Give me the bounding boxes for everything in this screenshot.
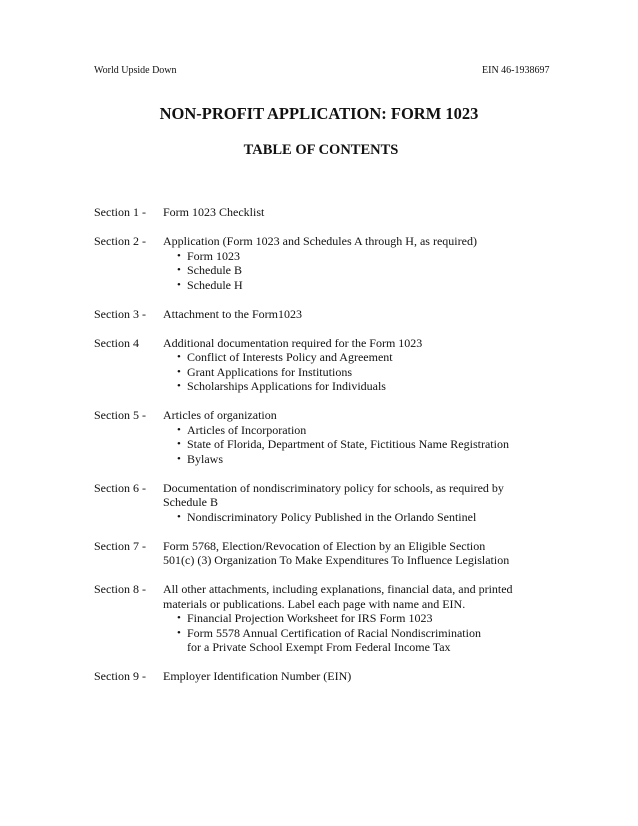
toc-section bbox=[94, 582, 554, 655]
bullet-item bbox=[177, 379, 554, 394]
section-label: Section 5 - bbox=[94, 408, 146, 422]
bullet-text: • Nondiscriminatory Policy Published in the Orlando Sentinel bbox=[187, 509, 477, 524]
section-description-line: materials or publications. Label each page with name and EIN. bbox=[163, 596, 466, 611]
section-label: Section 7 - bbox=[94, 538, 146, 553]
section-description-line: Schedule B bbox=[163, 495, 218, 509]
section-description-line: All other attachments, including explanations, financial data, and printed bbox=[163, 582, 513, 596]
toc-section bbox=[94, 669, 554, 684]
bullet-text: • Bylaws bbox=[187, 451, 223, 466]
toc-section bbox=[94, 307, 554, 322]
section-description-line: Employer Identification Number (EIN) bbox=[163, 669, 352, 683]
bullet-text: • Schedule B bbox=[187, 263, 242, 277]
bullet-text: • Schedule H bbox=[187, 277, 243, 292]
section-label: Section 2 - bbox=[94, 234, 146, 248]
bullet-item bbox=[177, 510, 554, 525]
section-body bbox=[163, 205, 554, 220]
section-label: Section 8 - bbox=[94, 582, 146, 596]
toc-section bbox=[94, 336, 554, 394]
bullet-text: • State of Florida, Department of State, Fictitious Name Registration bbox=[187, 437, 509, 451]
table-of-contents bbox=[94, 205, 554, 698]
section-body bbox=[163, 307, 554, 322]
section-bullet-list bbox=[163, 611, 554, 655]
header-org-name: World Upside Down bbox=[94, 65, 177, 76]
bullet-item bbox=[177, 452, 554, 467]
bullet-item bbox=[177, 263, 554, 278]
section-description-line: Documentation of nondiscriminatory policy for schools, as required by bbox=[163, 480, 504, 495]
section-description-line: Additional documentation required for the Form 1023 bbox=[163, 335, 423, 350]
bullet-text: • Grant Applications for Institutions bbox=[187, 364, 352, 379]
page-title: NON-PROFIT APPLICATION: FORM 1023 bbox=[159, 104, 479, 123]
section-body bbox=[163, 234, 554, 292]
bullet-text: • Conflict of Interests Policy and Agreement bbox=[187, 350, 393, 364]
toc-section bbox=[94, 539, 554, 568]
section-description-line: Articles of organization bbox=[163, 408, 277, 422]
bullet-item bbox=[177, 350, 554, 365]
section-body bbox=[163, 669, 554, 684]
section-label: Section 3 - bbox=[94, 306, 146, 321]
header-ein: EIN 46-1938697 bbox=[482, 65, 550, 76]
bullet-item bbox=[177, 249, 554, 264]
toc-section bbox=[94, 234, 554, 292]
section-bullet-list bbox=[163, 350, 554, 394]
section-label: Section 1 - bbox=[94, 205, 146, 219]
section-description-line: 501(c) (3) Organization To Make Expenditures To Influence Legislation bbox=[163, 553, 510, 567]
section-description-line: Attachment to the Form1023 bbox=[163, 306, 302, 321]
bullet-text: • Scholarships Applications for Individuals bbox=[187, 379, 386, 393]
section-description-line: Form 1023 Checklist bbox=[163, 205, 265, 219]
section-body bbox=[163, 408, 554, 466]
section-bullet-list bbox=[163, 423, 554, 467]
bullet-continuation: for a Private School Exempt From Federal Income Tax bbox=[187, 640, 451, 654]
section-label: Section 4 bbox=[94, 335, 139, 350]
toc-section bbox=[94, 205, 554, 220]
section-bullet-list bbox=[163, 510, 554, 525]
section-body bbox=[163, 582, 554, 655]
bullet-item bbox=[177, 278, 554, 293]
section-bullet-list bbox=[163, 249, 554, 293]
bullet-item bbox=[177, 611, 554, 626]
section-label: Section 9 - bbox=[94, 669, 146, 683]
toc-section bbox=[94, 408, 554, 466]
bullet-item bbox=[177, 423, 554, 438]
bullet-text: • Articles of Incorporation bbox=[187, 422, 307, 437]
bullet-item bbox=[177, 365, 554, 380]
page-subtitle: TABLE OF CONTENTS bbox=[243, 142, 399, 158]
bullet-text: • Form 5578 Annual Certification of Racial Nondiscrimination bbox=[187, 625, 481, 640]
bullet-item bbox=[177, 626, 554, 655]
section-description-line: Form 5768, Election/Revocation of Election by an Eligible Section bbox=[163, 538, 486, 553]
bullet-text: • Form 1023 bbox=[187, 248, 241, 263]
section-label: Section 6 - bbox=[94, 480, 146, 495]
section-body bbox=[163, 336, 554, 394]
bullet-text: • Financial Projection Worksheet for IRS Form 1023 bbox=[187, 611, 433, 625]
section-body bbox=[163, 539, 554, 568]
section-body bbox=[163, 481, 554, 525]
bullet-item bbox=[177, 437, 554, 452]
section-description-line: Application (Form 1023 and Schedules A through H, as required) bbox=[163, 234, 477, 248]
toc-section bbox=[94, 481, 554, 525]
